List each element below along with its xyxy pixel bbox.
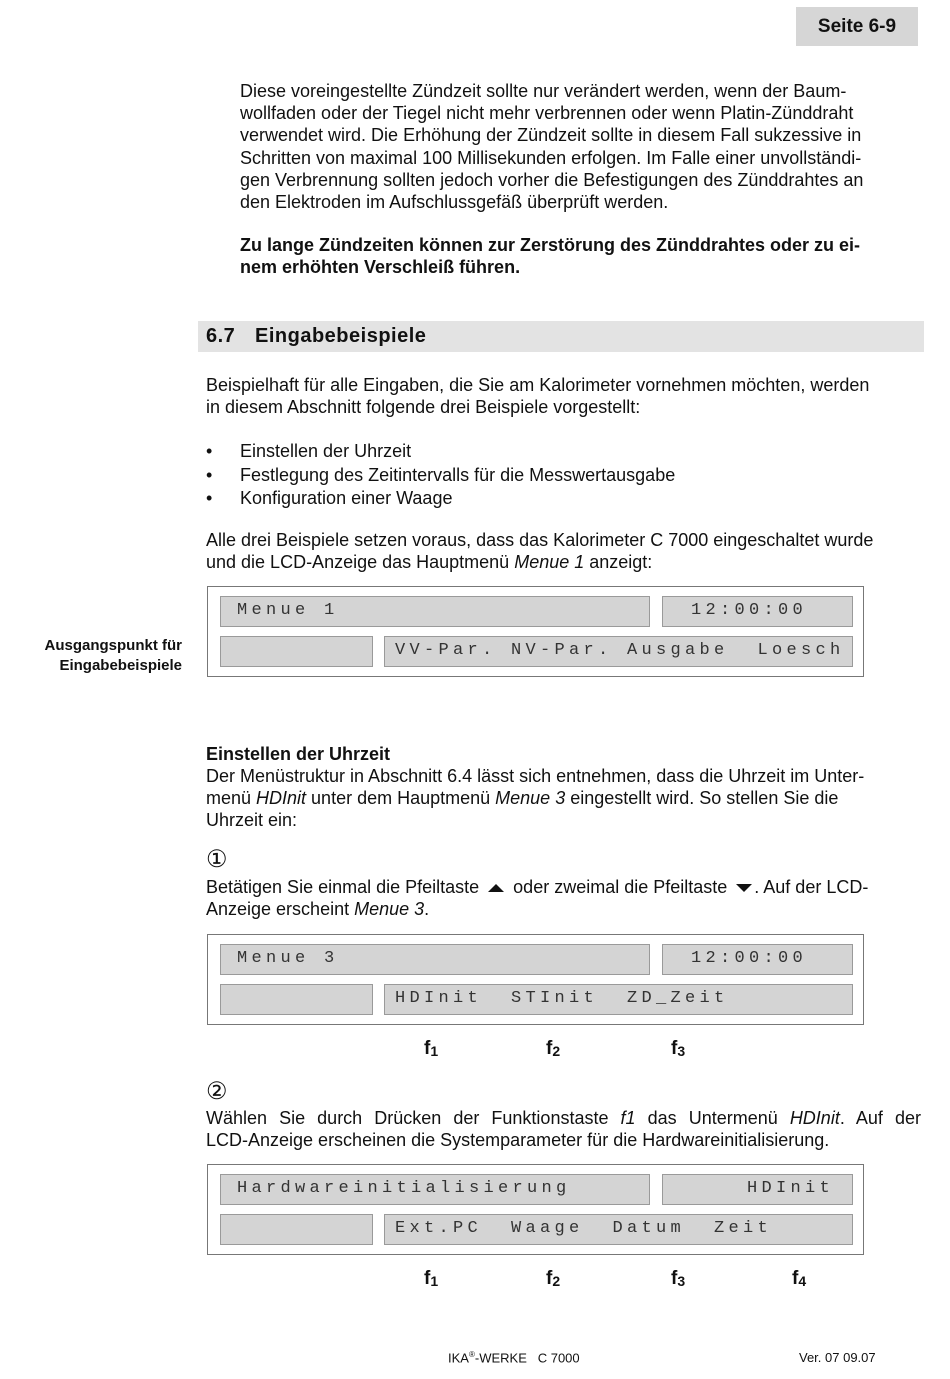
subsection-title: Einstellen der Uhrzeit (206, 744, 391, 764)
function-key-label-f2: $f_2$ (546, 1038, 561, 1059)
section-intro-line: in diesem Abschnitt folgende drei Beispiele vorgestellt: (206, 397, 641, 418)
subsection-line: Der Menüstruktur in Abschnitt 6.4 lässt sich entnehmen, dass die Uhrzeit im Unter- (206, 766, 865, 786)
section-intro-line: Beispielhaft für alle Eingaben, die Sie am Kalorimeter vornehmen möchten, werden (206, 375, 870, 395)
step-1-line: Anzeige erscheint Menue 3. (206, 899, 430, 920)
lcd-title-cell: Menue 1 (220, 596, 650, 627)
section-title: Eingabebeispiele (255, 325, 427, 347)
list-item (206, 464, 906, 488)
bullet-icon: • (206, 441, 213, 461)
list-item-text: Konfiguration einer Waage (240, 488, 453, 508)
step-2-line: Wählen Sie durch Drücken der Funktionstaste f1 das Untermenü HDInit. Auf der (206, 1108, 921, 1128)
menu-name: Menue 1 (514, 552, 585, 573)
list-item-text: Festlegung des Zeitintervalls für die Messwertausgabe (240, 464, 676, 485)
warning-line: Zu lange Zündzeiten können zur Zerstörung des Zünddrahtes oder zu ei- (240, 235, 861, 255)
intro-paragraph (240, 80, 910, 213)
function-key-label-f1: $f_1$ (424, 1038, 439, 1059)
bullet-icon: • (206, 488, 213, 508)
section-heading (198, 321, 924, 352)
function-key-label-f3: $f_3$ (671, 1268, 686, 1289)
lcd-time-cell: 12:00:00 (662, 596, 853, 627)
page-number-badge: Seite 6-9 (796, 7, 918, 46)
intro-line: wollfaden oder der Tiegel nicht mehr verbrennen oder wenn Platin-Zünddraht (240, 103, 854, 124)
intro-line: den Elektroden im Aufschlussgefäß überprüft werden. (240, 192, 669, 213)
step-2-line: LCD-Anzeige erscheinen die Systemparameter für die Hardwareinitialisierung. (206, 1130, 830, 1151)
side-label: Ausgangspunkt für Eingabebeispiele (44, 637, 182, 674)
arrow-down-icon (736, 884, 752, 892)
subsection-line: Uhrzeit ein: (206, 810, 298, 831)
intro-line: Schritten von maximal 100 Millisekunden erfolgen. Im Falle einer unvollständi- (240, 147, 862, 168)
lcd-title-cell: Hardwareinitialisierung (220, 1174, 650, 1205)
intro-line: gen Verbrennung sollten jedoch vorher die Befestigungen des Zünddrahtes an (240, 169, 864, 190)
precondition-paragraph (206, 529, 921, 573)
function-key-label-f2: $f_2$ (546, 1268, 561, 1289)
subsection-line: menü HDInit unter dem Hauptmenü Menue 3 eingestellt wird. So stellen Sie die (206, 788, 839, 809)
footer-brand: IKA®-WERKE C 7000 (448, 1350, 580, 1366)
precondition-line: Alle drei Beispiele setzen voraus, dass das Kalorimeter C 7000 eingeschaltet wurde (206, 530, 874, 550)
example-list (206, 440, 906, 511)
lcd-blank-cell (220, 984, 373, 1015)
section-number: 6.7 (206, 325, 236, 347)
bullet-icon: • (206, 464, 213, 485)
lcd-display-hdinit (207, 1164, 864, 1255)
section-intro (206, 374, 918, 418)
list-item (206, 487, 906, 511)
subsection-paragraph (206, 765, 918, 832)
intro-line: verwendet wird. Die Erhöhung der Zündzeit sollte in diesem Fall sukzessive in (240, 125, 862, 146)
list-item (206, 440, 906, 464)
intro-line: Diese voreingestellte Zündzeit sollte nur verändert werden, wenn der Baum- (240, 81, 847, 101)
step-1-text (206, 876, 921, 920)
step-1-line: Betätigen Sie einmal die Pfeiltaste oder zweimal die Pfeiltaste . Auf der LCD- (206, 877, 869, 897)
warning-paragraph (240, 234, 910, 278)
lcd-title-cell: Menue 3 (220, 944, 650, 975)
footer-version: Ver. 07 09.07 (799, 1350, 876, 1365)
lcd-softkey-row: Ext.PC Waage Datum Zeit (384, 1214, 853, 1245)
step-2-marker: ② (206, 1078, 228, 1105)
lcd-blank-cell (220, 636, 373, 667)
lcd-time-cell: 12:00:00 (662, 944, 853, 975)
warning-line: nem erhöhten Verschleiß führen. (240, 257, 521, 278)
list-item-text: Einstellen der Uhrzeit (240, 441, 412, 461)
function-key-label-f4: $f_4$ (792, 1268, 807, 1289)
step-2-text (206, 1107, 921, 1151)
lcd-softkey-row: VV-Par. NV-Par. Ausgabe Loesch (384, 636, 853, 667)
lcd-display-menue-3 (207, 934, 864, 1025)
lcd-display-menue-1 (207, 586, 864, 677)
step-1-marker: ① (206, 846, 228, 873)
arrow-up-icon (488, 884, 504, 892)
precondition-line: und die LCD-Anzeige das Hauptmenü Menue 1 anzeigt: (206, 552, 653, 573)
function-key-label-f3: $f_3$ (671, 1038, 686, 1059)
lcd-status-cell: HDInit (662, 1174, 853, 1205)
function-key-label-f1: $f_1$ (424, 1268, 439, 1289)
lcd-blank-cell (220, 1214, 373, 1245)
lcd-softkey-row: HDInit STInit ZD_Zeit (384, 984, 853, 1015)
